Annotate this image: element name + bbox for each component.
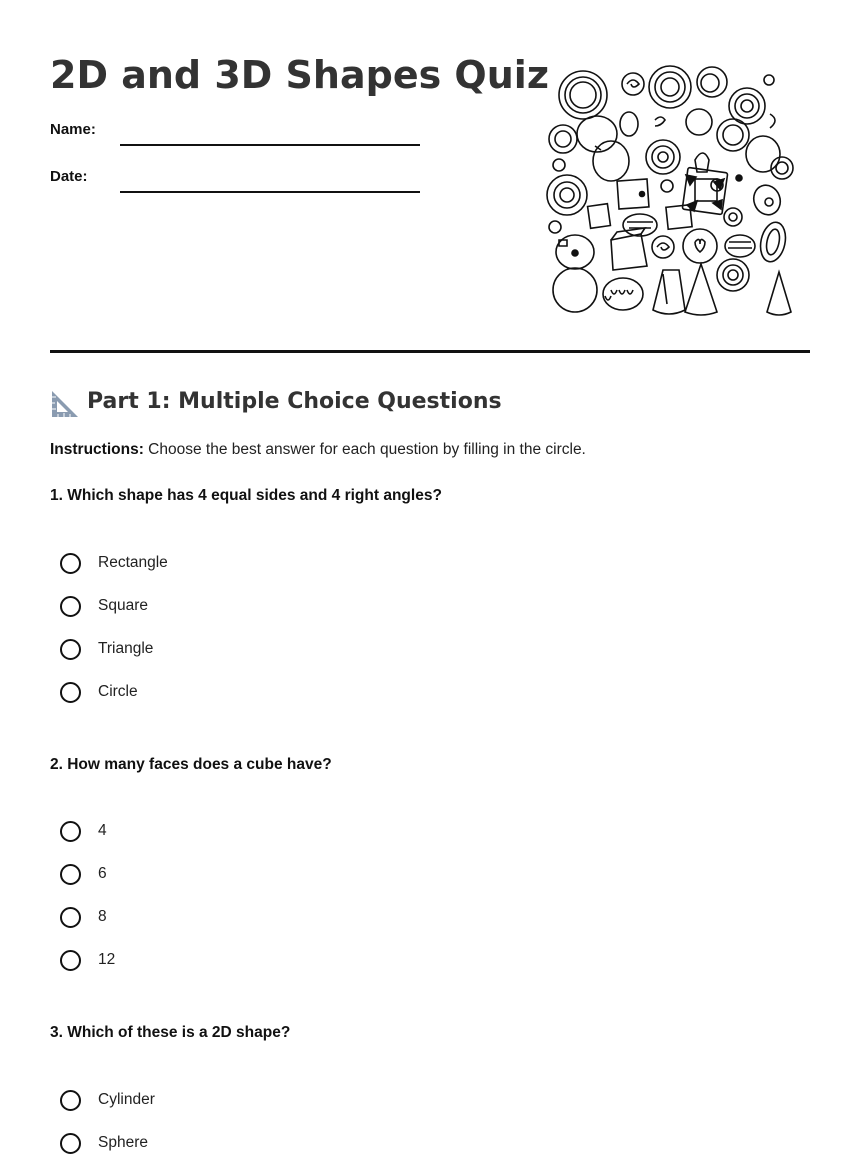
question-1: 1. Which shape has 4 equal sides and 4 right angles? [50,487,442,504]
q2-option-8[interactable] [60,907,460,933]
option-label: 4 [98,822,107,839]
radio-circle[interactable] [60,907,81,928]
radio-circle[interactable] [60,1133,81,1154]
option-label: Square [98,597,148,614]
q2-option-12[interactable] [60,950,460,976]
option-label: 12 [98,951,116,968]
part1-title: Part 1: Multiple Choice Questions [87,389,502,414]
name-field [50,118,430,148]
question-3: 3. Which of these is a 2D shape? [50,1024,291,1041]
instructions-text: Choose the best answer for each question by filling in the circle. [143,441,586,458]
q1-option-rectangle[interactable] [60,553,460,579]
option-label: Sphere [98,1134,148,1151]
option-label: 8 [98,908,107,925]
quiz-header [50,0,810,352]
date-input-line[interactable] [120,191,420,193]
radio-circle[interactable] [60,950,81,971]
page-title: 2D and 3D Shapes Quiz [50,53,549,97]
date-label: Date: [50,168,88,185]
name-input-line[interactable] [120,144,420,146]
option-label: Circle [98,683,138,700]
question-2: 2. How many faces does a cube have? [50,756,332,773]
date-field [50,165,430,195]
q3-option-sphere[interactable] [60,1133,460,1159]
radio-circle[interactable] [60,553,81,574]
set-square-ruler-icon [50,389,80,419]
q1-option-circle[interactable] [60,682,460,708]
option-label: Triangle [98,640,154,657]
radio-circle[interactable] [60,821,81,842]
option-label: Rectangle [98,554,168,571]
name-label: Name: [50,121,96,138]
shapes-doodle-illustration [545,62,805,324]
radio-circle[interactable] [60,596,81,617]
radio-circle[interactable] [60,1090,81,1111]
instructions [50,441,586,459]
instructions-label: Instructions: [50,441,144,458]
radio-circle[interactable] [60,682,81,703]
option-label: 6 [98,865,107,882]
q2-option-6[interactable] [60,864,460,890]
q1-option-square[interactable] [60,596,460,622]
radio-circle[interactable] [60,639,81,660]
header-divider [50,350,810,353]
q1-option-triangle[interactable] [60,639,460,665]
part1-heading [50,386,810,422]
q3-option-cylinder[interactable] [60,1090,460,1116]
radio-circle[interactable] [60,864,81,885]
option-label: Cylinder [98,1091,155,1108]
q2-option-4[interactable] [60,821,460,847]
